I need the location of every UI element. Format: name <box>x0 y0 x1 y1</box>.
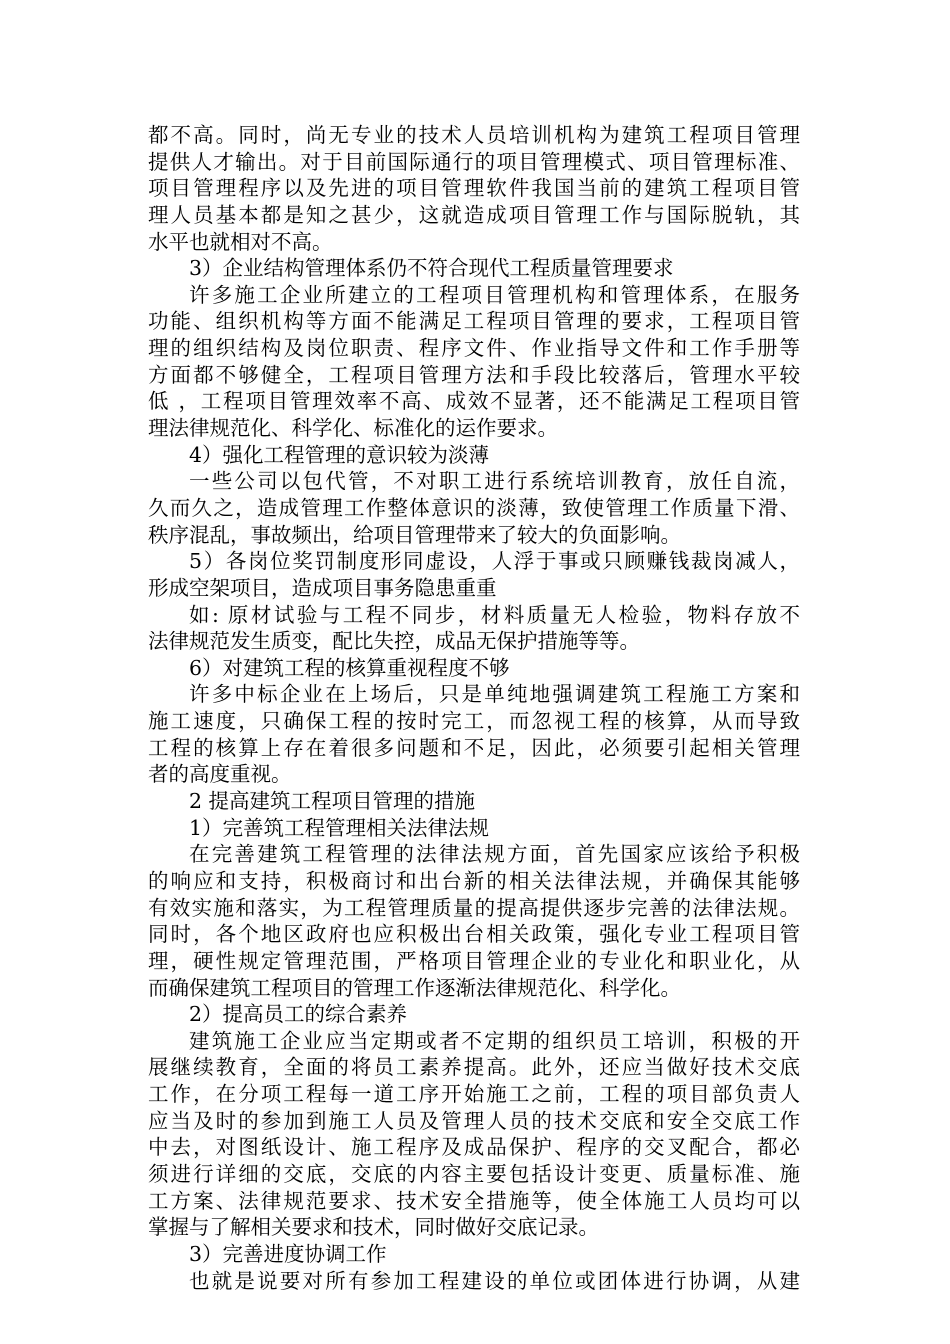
text-line: 功能、组织机构等方面不能满足工程项目管理的要求，工程项目管 <box>148 309 800 334</box>
text-line: 理的组织结构及岗位职责、程序文件、作业指导文件和工作手册等 <box>148 336 800 361</box>
text-line: 2 提高建筑工程项目管理的措施 <box>189 789 476 814</box>
text-line: 展继续教育，全面的将员工素养提高。此外，还应当做好技术交底 <box>148 1055 800 1080</box>
text-line: 项目管理程序以及先进的项目管理软件我国当前的建筑工程项目管 <box>148 176 800 201</box>
text-line: 秩序混乱，事故频出，给项目管理带来了较大的负面影响。 <box>148 522 681 547</box>
text-line: 许多中标企业在上场后，只是单纯地强调建筑工程施工方案和 <box>189 682 800 707</box>
text-line: 6）对建筑工程的核算重视程度不够 <box>189 655 510 680</box>
text-line: 工作，在分项工程每一道工序开始施工之前，工程的项目部负责人 <box>148 1082 800 1107</box>
text-line: 都不高。同时，尚无专业的技术人员培训机构为建筑工程项目管理 <box>148 123 800 147</box>
text-line: 方面都不够健全，工程项目管理方法和手段比较落后，管理水平较 <box>148 362 800 387</box>
text-line: 也就是说要对所有参加工程建设的单位或团体进行协调，从建 <box>189 1268 800 1293</box>
text-line: 工方案、法律规范要求、技术安全措施等，使全体施工人员均可以 <box>148 1188 800 1213</box>
text-line: 5）各岗位奖罚制度形同虚设，人浮于事或只顾赚钱裁岗减人， <box>189 549 800 574</box>
text-line: 法律规范发生质变，配比失控，成品无保护措施等等。 <box>148 629 640 654</box>
text-line: 提供人才输出。对于目前国际通行的项目管理模式、项目管理标准、 <box>148 149 800 174</box>
text-line: 3）企业结构管理体系仍不符合现代工程质量管理要求 <box>189 256 674 281</box>
text-line: 的响应和支持，积极商讨和出台新的相关法律法规，并确保其能够 <box>148 868 800 893</box>
text-line: 3）完善进度协调工作 <box>189 1241 387 1266</box>
text-line: 施工速度，只确保工程的按时完工，而忽视工程的核算，从而导致 <box>148 709 800 734</box>
text-line: 1）完善筑工程管理相关法律法规 <box>189 815 490 840</box>
text-line: 许多施工企业所建立的工程项目管理机构和管理体系，在服务 <box>189 282 800 307</box>
text-line: 有效实施和落实，为工程管理质量的提高提供逐步完善的法律法规。 <box>148 895 800 920</box>
text-line: 者的高度重视。 <box>148 762 292 787</box>
text-line: 须进行详细的交底，交底的内容主要包括设计变更、质量标准、施 <box>148 1161 800 1186</box>
text-line: 工程的核算上存在着很多问题和不足，因此，必须要引起相关管理 <box>148 735 800 760</box>
text-line: 低 ，工程项目管理效率不高、成效不显著，还不能满足工程项目管 <box>148 389 800 414</box>
text-line: 水平也就相对不高。 <box>148 229 333 254</box>
text-line: 4）强化工程管理的意识较为淡薄 <box>189 442 490 467</box>
document-page <box>148 122 800 1294</box>
text-line: 2）提高员工的综合素养 <box>189 1002 408 1027</box>
text-line: 在完善建筑工程管理的法律法规方面，首先国家应该给予积极 <box>189 842 800 867</box>
text-line: 中去，对图纸设计、施工程序及成品保护、程序的交叉配合，都必 <box>148 1135 800 1160</box>
text-line: 掌握与了解相关要求和技术，同时做好交底记录。 <box>148 1215 599 1240</box>
text-line: 建筑施工企业应当定期或者不定期的组织员工培训，积极的开 <box>189 1028 800 1053</box>
text-line: 理，硬性规定管理范围，严格项目管理企业的专业化和职业化，从 <box>148 948 800 973</box>
text-line: 应当及时的参加到施工人员及管理人员的技术交底和安全交底工作 <box>148 1108 800 1133</box>
text-line: 同时，各个地区政府也应积极出台相关政策，强化专业工程项目管 <box>148 922 800 947</box>
text-line: 理人员基本都是知之甚少，这就造成项目管理工作与国际脱轨，其 <box>148 202 800 227</box>
text-line: 久而久之，造成管理工作整体意识的淡薄，致使管理工作质量下滑、 <box>148 495 800 520</box>
text-line: 而确保建筑工程项目的管理工作逐渐法律规范化、科学化。 <box>148 975 681 1000</box>
text-line: 理法律规范化、科学化、标准化的运作要求。 <box>148 416 558 441</box>
text-line: 一些公司以包代管，不对职工进行系统培训教育，放任自流， <box>189 469 800 494</box>
text-line: 如: 原材试验与工程不同步，材料质量无人检验，物料存放不 <box>189 602 800 627</box>
text-line: 形成空架项目，造成项目事务隐患重重 <box>148 575 497 600</box>
